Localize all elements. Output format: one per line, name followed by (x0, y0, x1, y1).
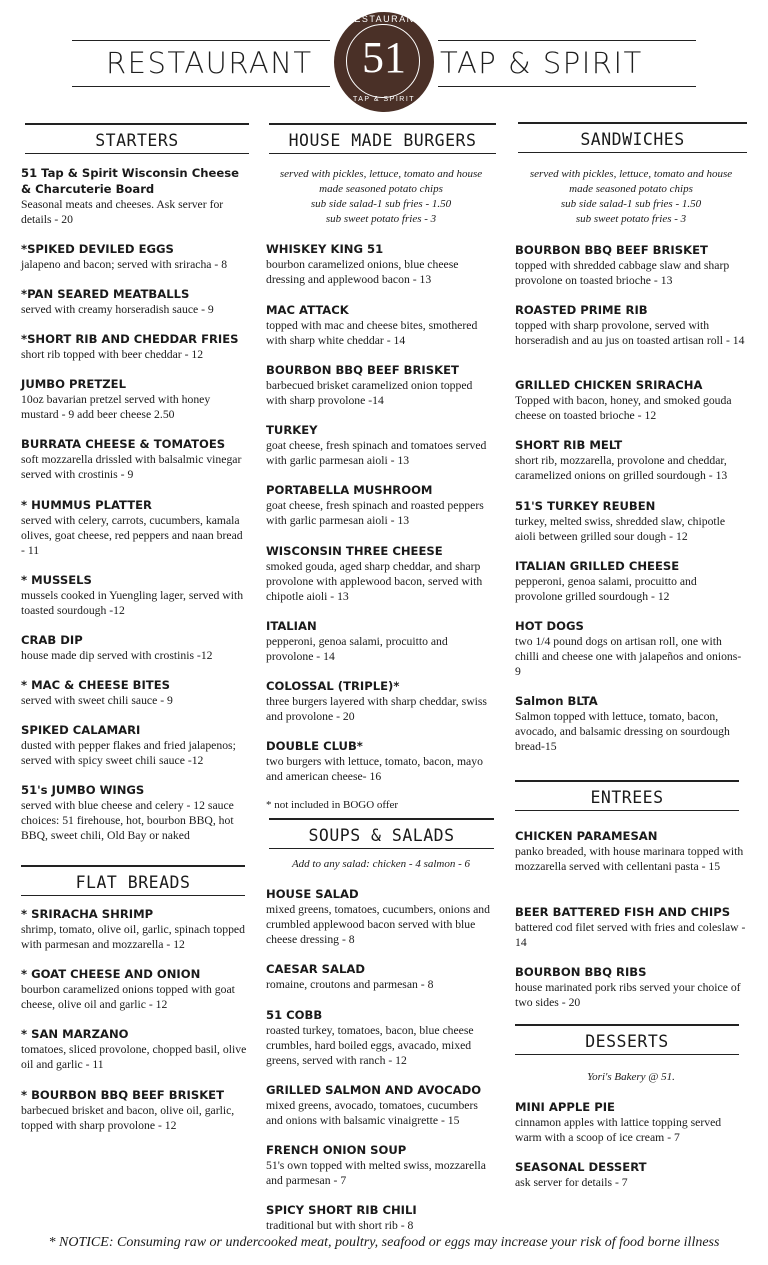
sandwiches-note-line: made seasoned potato chips (569, 183, 693, 195)
item-name: TURKEY (266, 423, 318, 437)
menu-item (515, 904, 747, 950)
item-name: *SHORT RIB AND CHEDDAR FRIES (21, 332, 239, 346)
sandwiches-note-line: sub side salad-1 sub fries - 1.50 (560, 198, 702, 210)
item-name: Salmon BLTA (515, 694, 598, 708)
menu-item (515, 558, 747, 604)
menu-item (21, 331, 249, 362)
menu-item (515, 693, 747, 755)
item-desc: mixed greens, avocado, tomatoes, cucumbers and onions with balsamic vinaigrette - 15 (266, 1099, 478, 1128)
section-title-soups: SOUPS & SALADS (269, 818, 494, 849)
menu-item (515, 377, 747, 423)
item-name: MINI APPLE PIE (515, 1100, 615, 1114)
menu-item (266, 738, 496, 784)
item-name: BEER BATTERED FISH AND CHIPS (515, 905, 731, 919)
header-rule-bottom-left (72, 86, 330, 87)
item-name: WISCONSIN THREE CHEESE (266, 544, 443, 558)
item-desc: panko breaded, with house marinara topped with mozzarella served with cellentani pasta - 15 (515, 845, 744, 874)
item-name: BOURBON BBQ RIBS (515, 965, 647, 979)
menu-item (21, 286, 249, 317)
menu-item (266, 618, 496, 664)
header-rule-top-right (438, 40, 696, 41)
item-desc: jalapeno and bacon; served with sriracha - 8 (21, 258, 228, 271)
item-name: MAC ATTACK (266, 303, 349, 317)
burgers-note-line: served with pickles, lettuce, tomato and house (279, 168, 483, 180)
item-desc: two burgers with lettuce, tomato, bacon, mayo and american cheese- 16 (266, 755, 483, 784)
header-rule-bottom-right (438, 86, 696, 87)
item-desc: barbecued brisket caramelized onion topped with sharp provolone -14 (266, 379, 473, 408)
item-desc: romaine, croutons and parmesan - 8 (266, 978, 434, 991)
menu-item (21, 906, 249, 952)
menu-item (515, 437, 747, 483)
item-desc: battered cod filet served with fries and coleslaw - 14 (515, 921, 746, 950)
item-desc: turkey, melted swiss, shredded slaw, chipotle aioli between grilled sour dough - 12 (515, 515, 726, 544)
item-desc: traditional but with short rib - 8 (266, 1219, 414, 1232)
item-desc: mussels cooked in Yuengling lager, served with toasted sourdough -12 (21, 589, 244, 618)
item-name: 51 Tap & Spirit Wisconsin Cheese & Charcuterie Board (21, 166, 239, 196)
header-restaurant: RESTAURANT (106, 46, 313, 80)
item-name: * SRIRACHA SHRIMP (21, 907, 154, 921)
menu-item (515, 302, 747, 348)
item-desc: barbecued brisket and bacon, olive oil, garlic, topped with sharp provolone - 12 (21, 1104, 235, 1133)
item-desc: bourbon caramelized onions topped with goat cheese, olive oil and garlic - 12 (21, 983, 235, 1012)
menu-item (266, 241, 496, 287)
item-name: 51'S TURKEY REUBEN (515, 499, 656, 513)
item-desc: topped with shredded cabbage slaw and sharp provolone on toasted brioche - 13 (515, 259, 730, 288)
item-name: * SAN MARZANO (21, 1027, 129, 1041)
item-desc: goat cheese, fresh spinach and tomatoes served with garlic parmesan aioli - 13 (266, 439, 487, 468)
item-name: * HUMMUS PLATTER (21, 498, 152, 512)
item-name: WHISKEY KING 51 (266, 242, 384, 256)
item-name: * GOAT CHEESE AND ONION (21, 967, 201, 981)
logo-bottom-text: TAP & SPIRIT (352, 96, 416, 103)
menu-item (21, 1087, 249, 1133)
menu-item (515, 1099, 747, 1145)
item-name: * BOURBON BBQ BEEF BRISKET (21, 1088, 225, 1102)
item-name: SPICY SHORT RIB CHILI (266, 1203, 417, 1217)
menu-item (21, 241, 249, 272)
item-name: ROASTED PRIME RIB (515, 303, 648, 317)
menu-item (21, 966, 249, 1012)
item-name: CHICKEN PARAMESAN (515, 829, 658, 843)
item-name: BOURBON BBQ BEEF BRISKET (515, 243, 708, 257)
section-title-burgers: HOUSE MADE BURGERS (269, 123, 496, 154)
item-desc: 10oz bavarian pretzel served with honey mustard - 9 add beer cheese 2.50 (21, 393, 211, 422)
item-desc: topped with sharp provolone, served with horseradish and au jus on toasted artisan roll - 14 (515, 319, 745, 348)
menu-item (515, 964, 747, 1010)
desserts-note: Yori's Bakery @ 51. (587, 1071, 675, 1083)
item-name: *PAN SEARED MEATBALLS (21, 287, 190, 301)
item-name: ITALIAN GRILLED CHEESE (515, 559, 680, 573)
menu-item (515, 242, 747, 288)
section-title-desserts: DESSERTS (515, 1024, 739, 1055)
item-desc: Topped with bacon, honey, and smoked gouda cheese on toasted brioche - 12 (515, 394, 732, 423)
item-desc: Salmon topped with lettuce, tomato, bacon, avocado, and balsamic dressing on sourdough bread-15 (515, 710, 730, 754)
item-desc: served with sweet chili sauce - 9 (21, 694, 173, 707)
menu-item (266, 1202, 496, 1233)
item-name: ITALIAN (266, 619, 317, 633)
burgers-note-line: made seasoned potato chips (319, 183, 443, 195)
menu-item (515, 1159, 747, 1190)
item-desc: smoked gouda, aged sharp cheddar, and sharp provolone with applewood bacon, served with chipotle aioli - 13 (266, 560, 483, 604)
item-desc: mixed greens, tomatoes, cucumbers, onions and crumbled applewood bacon served with blue cheese dressing - 8 (266, 903, 490, 947)
section-title-sandwiches: SANDWICHES (518, 122, 747, 153)
menu-item (21, 632, 249, 663)
burgers-note-line: sub sweet potato fries - 3 (325, 213, 437, 225)
logo-top-text: RESTAURANT (346, 14, 422, 24)
menu-item (21, 376, 249, 422)
item-desc: 51's own topped with melted swiss, mozzarella and parmesan - 7 (266, 1159, 486, 1188)
item-name: HOUSE SALAD (266, 887, 359, 901)
item-desc: topped with mac and cheese bites, smothered with sharp white cheddar - 14 (266, 319, 478, 348)
menu-item (21, 572, 249, 618)
item-name: BURRATA CHEESE & TOMATOES (21, 437, 226, 451)
section-title-entrees: ENTREES (515, 780, 739, 811)
item-name: SHORT RIB MELT (515, 438, 623, 452)
item-desc: soft mozzarella drissled with balsalmic vinegar served with crostinis - 9 (21, 453, 242, 482)
menu-header (0, 0, 768, 112)
item-desc: two 1/4 pound dogs on artisan roll, one with chilli and cheese one with jalapeños and onions- 9 (515, 635, 742, 679)
item-desc: pepperoni, genoa salami, procuitto and provolone - 14 (266, 635, 448, 664)
item-name: JUMBO PRETZEL (21, 377, 126, 391)
item-desc: served with blue cheese and celery - 12 sauce choices: 51 firehouse, hot, bourbon BBQ, hot BBQ, sweet chili, Old Bay or naked (21, 799, 234, 843)
menu-item (266, 302, 496, 348)
menu-item (266, 543, 496, 605)
item-name: GRILLED CHICKEN SRIRACHA (515, 378, 703, 392)
menu-item (266, 886, 496, 948)
item-desc: served with celery, carrots, cucumbers, kamala olives, goat cheese, red peppers and naan bread - 11 (21, 514, 243, 558)
item-name: SPIKED CALAMARI (21, 723, 141, 737)
item-name: FRENCH ONION SOUP (266, 1143, 407, 1157)
item-desc: short rib topped with beer cheddar - 12 (21, 348, 204, 361)
item-desc: bourbon caramelized onions, blue cheese dressing and applewood bacon - 13 (266, 258, 459, 287)
item-name: HOT DOGS (515, 619, 584, 633)
menu-item (21, 782, 249, 844)
menu-item (21, 165, 249, 227)
item-desc: house marinated pork ribs served your choice of two sides - 20 (515, 981, 741, 1010)
item-desc: roasted turkey, tomatoes, bacon, blue cheese crumbles, hard boiled eggs, avacado, mixed greens, served with ranch - 12 (266, 1024, 474, 1068)
item-name: * MUSSELS (21, 573, 92, 587)
sandwiches-note-line: sub sweet potato fries - 3 (575, 213, 687, 225)
menu-item (266, 482, 496, 528)
item-name: COLOSSAL (TRIPLE)* (266, 679, 400, 693)
item-desc: goat cheese, fresh spinach and roasted peppers with garlic parmesan aioli - 13 (266, 499, 484, 528)
item-desc: ask server for details - 7 (515, 1176, 628, 1189)
item-name: GRILLED SALMON AND AVOCADO (266, 1083, 482, 1097)
soups-note: Add to any salad: chicken - 4 salmon - 6 (291, 858, 471, 870)
menu-item (515, 498, 747, 544)
menu-item (266, 678, 496, 724)
item-desc: tomatoes, sliced provolone, chopped basil, olive oil and garlic - 11 (21, 1043, 247, 1072)
item-name: 51's JUMBO WINGS (21, 783, 145, 797)
restaurant-logo (334, 12, 434, 112)
item-desc: dusted with pepper flakes and fried jalapenos; served with spicy sweet chili sauce -12 (21, 739, 236, 768)
menu-item (266, 362, 496, 408)
menu-item (266, 1142, 496, 1188)
item-desc: Seasonal meats and cheeses. Ask server for details - 20 (21, 198, 224, 227)
item-desc: served with creamy horseradish sauce - 9 (21, 303, 214, 316)
item-name: PORTABELLA MUSHROOM (266, 483, 433, 497)
burgers-note-line: sub side salad-1 sub fries - 1.50 (310, 198, 452, 210)
menu-item (515, 618, 747, 680)
sandwiches-note-line: served with pickles, lettuce, tomato and house (529, 168, 733, 180)
header-rule-top-left (72, 40, 330, 41)
item-name: CAESAR SALAD (266, 962, 365, 976)
item-name: CRAB DIP (21, 633, 83, 647)
section-title-starters: STARTERS (25, 123, 249, 154)
item-desc: cinnamon apples with lattice topping served warm with a scoop of ice cream - 7 (515, 1116, 722, 1145)
menu-item (266, 961, 496, 992)
item-name: 51 COBB (266, 1008, 323, 1022)
menu-item (21, 497, 249, 559)
item-desc: short rib, mozzarella, provolone and cheddar, caramelized onions on grilled sourdough - 13 (515, 454, 728, 483)
item-name: * MAC & CHEESE BITES (21, 678, 170, 692)
item-desc: house made dip served with crostinis -12 (21, 649, 213, 662)
item-name: BOURBON BBQ BEEF BRISKET (266, 363, 459, 377)
menu-item (266, 422, 496, 468)
menu-item (21, 1026, 249, 1072)
item-desc: shrimp, tomato, olive oil, garlic, spinach topped with parmesan and mozzarella - 12 (21, 923, 245, 952)
menu-item (21, 722, 249, 768)
menu-item (515, 828, 747, 874)
item-name: DOUBLE CLUB* (266, 739, 363, 753)
menu-item (266, 1007, 496, 1069)
menu-item (21, 436, 249, 482)
item-desc: pepperoni, genoa salami, procuitto and provolone grilled sourdough - 12 (515, 575, 697, 604)
food-safety-notice: * NOTICE: Consuming raw or undercooked meat, poultry, seafood or eggs may increase your risk of food borne illness (48, 1235, 720, 1250)
logo-number: 51 (362, 33, 406, 82)
section-title-flatbreads: FLAT BREADS (21, 865, 245, 896)
item-name: SEASONAL DESSERT (515, 1160, 647, 1174)
menu-item (266, 1082, 496, 1128)
header-tap-spirit: TAP & SPIRIT (440, 46, 643, 80)
item-name: *SPIKED DEVILED EGGS (21, 242, 174, 256)
menu-item (21, 677, 249, 708)
bogo-note: * not included in BOGO offer (266, 799, 399, 811)
item-desc: three burgers layered with sharp cheddar, swiss and provolone - 20 (266, 695, 487, 724)
